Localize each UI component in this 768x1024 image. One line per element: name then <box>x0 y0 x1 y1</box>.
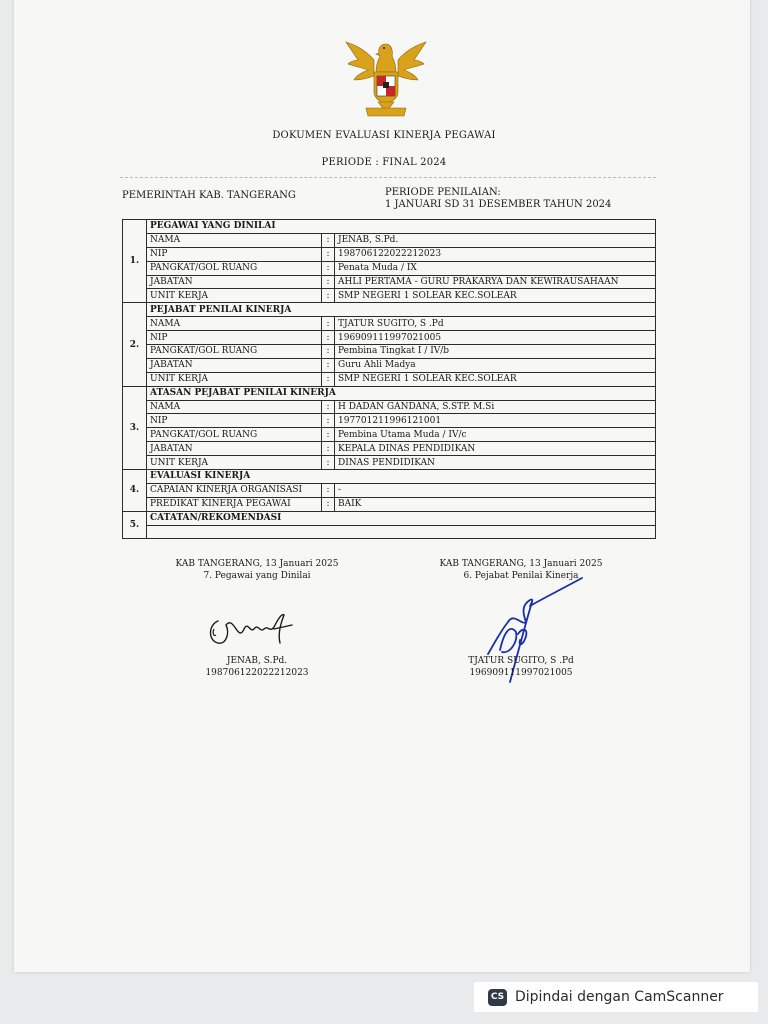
field-value: Pembina Utama Muda / IV/c <box>335 428 656 442</box>
field-value: Guru Ahli Madya <box>335 358 656 372</box>
signature-name-assessor <box>406 655 636 679</box>
field-label: NAMA <box>147 317 322 331</box>
notes-empty-row <box>123 525 656 539</box>
signature-role: 6. Pejabat Penilai Kinerja <box>463 571 579 581</box>
field-colon: : <box>322 414 335 428</box>
field-value: 196909111997021005 <box>335 331 656 345</box>
table-row <box>123 428 656 442</box>
field-colon: : <box>322 428 335 442</box>
field-value: TJATUR SUGITO, S .Pd <box>335 317 656 331</box>
field-label: PANGKAT/GOL RUANG <box>147 428 322 442</box>
table-row <box>123 247 656 261</box>
field-label: NIP <box>147 247 322 261</box>
field-label: PANGKAT/GOL RUANG <box>147 261 322 275</box>
field-value: KEPALA DINAS PENDIDIKAN <box>335 442 656 456</box>
field-value: 197701211996121001 <box>335 414 656 428</box>
field-value: Pembina Tingkat I / IV/b <box>335 345 656 359</box>
signature-nip: 198706122022212023 <box>205 668 309 678</box>
field-colon: : <box>322 456 335 470</box>
field-label: JABATAN <box>147 442 322 456</box>
section-number: 2. <box>123 303 147 386</box>
table-row <box>123 358 656 372</box>
field-value: Penata Muda / IX <box>335 261 656 275</box>
field-colon: : <box>322 497 335 511</box>
field-colon: : <box>322 372 335 386</box>
table-row <box>123 317 656 331</box>
field-colon: : <box>322 442 335 456</box>
field-label: UNIT KERJA <box>147 372 322 386</box>
camscanner-watermark <box>474 982 758 1012</box>
signature-name: TJATUR SUGITO, S .Pd <box>468 656 574 666</box>
section-header-row <box>123 386 656 400</box>
field-label: NAMA <box>147 233 322 247</box>
document-title: DOKUMEN EVALUASI KINERJA PEGAWAI <box>272 130 496 141</box>
field-value: BAIK <box>335 497 656 511</box>
signature-block-employee <box>142 558 372 582</box>
table-row <box>123 331 656 345</box>
assessment-period-label: PERIODE PENILAIAN: <box>385 187 501 198</box>
table-row <box>123 483 656 497</box>
table-row <box>123 497 656 511</box>
section-title: CATATAN/REKOMENDASI <box>147 511 656 525</box>
field-value: 198706122022212023 <box>335 247 656 261</box>
field-colon: : <box>322 275 335 289</box>
section-header-row <box>123 303 656 317</box>
section-title: EVALUASI KINERJA <box>147 470 656 484</box>
field-colon: : <box>322 358 335 372</box>
section-number: 3. <box>123 386 147 469</box>
table-row <box>123 414 656 428</box>
employee-signature <box>204 603 296 649</box>
table-row <box>123 400 656 414</box>
section-header-row <box>123 220 656 234</box>
field-label: CAPAIAN KINERJA ORGANISASI <box>147 483 322 497</box>
field-colon: : <box>322 483 335 497</box>
field-colon: : <box>322 289 335 303</box>
table-row <box>123 233 656 247</box>
section-title: ATASAN PEJABAT PENILAI KINERJA <box>147 386 656 400</box>
field-label: NIP <box>147 331 322 345</box>
field-label: JABATAN <box>147 275 322 289</box>
field-colon: : <box>322 317 335 331</box>
camscanner-logo-icon: CS <box>488 989 507 1006</box>
signature-name: JENAB, S.Pd. <box>226 656 288 666</box>
assessment-period-value: 1 JANUARI SD 31 DESEMBER TAHUN 2024 <box>385 199 612 210</box>
field-value: JENAB, S.Pd. <box>335 233 656 247</box>
section-number: 1. <box>123 220 147 303</box>
field-value: - <box>335 483 656 497</box>
camscanner-label: Dipindai dengan CamScanner <box>515 989 724 1005</box>
section-number: 4. <box>123 470 147 512</box>
signature-name-employee <box>142 655 372 679</box>
table-row <box>123 372 656 386</box>
section-number: 5. <box>123 511 147 539</box>
field-label: JABATAN <box>147 358 322 372</box>
field-value: SMP NEGERI 1 SOLEAR KEC.SOLEAR <box>335 289 656 303</box>
signature-nip: 196909111997021005 <box>469 668 573 678</box>
field-colon: : <box>322 247 335 261</box>
divider-line <box>120 177 656 178</box>
field-colon: : <box>322 233 335 247</box>
agency-name: PEMERINTAH KAB. TANGERANG <box>122 190 296 201</box>
table-row <box>123 289 656 303</box>
field-value: AHLI PERTAMA - GURU PRAKARYA DAN KEWIRAUSAHAAN <box>335 275 656 289</box>
field-value: SMP NEGERI 1 SOLEAR KEC.SOLEAR <box>335 372 656 386</box>
field-label: PANGKAT/GOL RUANG <box>147 345 322 359</box>
garuda-emblem-icon <box>344 38 428 120</box>
table-row <box>123 261 656 275</box>
notes-empty-cell <box>147 525 656 539</box>
field-colon: : <box>322 261 335 275</box>
field-label: NAMA <box>147 400 322 414</box>
field-colon: : <box>322 331 335 345</box>
evaluation-table <box>122 219 656 539</box>
signature-place-date: KAB TANGERANG, 13 Januari 2025 <box>175 559 339 569</box>
assessment-period <box>385 187 611 211</box>
table-row <box>123 456 656 470</box>
signature-place-date: KAB TANGERANG, 13 Januari 2025 <box>439 559 603 569</box>
table-row <box>123 345 656 359</box>
section-title: PEJABAT PENILAI KINERJA <box>147 303 656 317</box>
field-value: H DADAN GANDANA, S.STP. M.Si <box>335 400 656 414</box>
document-period: PERIODE : FINAL 2024 <box>321 157 447 168</box>
field-label: UNIT KERJA <box>147 289 322 303</box>
section-header-row <box>123 511 656 525</box>
field-label: UNIT KERJA <box>147 456 322 470</box>
field-colon: : <box>322 345 335 359</box>
signature-role: 7. Pegawai yang Dinilai <box>203 571 311 581</box>
field-colon: : <box>322 400 335 414</box>
table-row <box>123 275 656 289</box>
field-label: NIP <box>147 414 322 428</box>
section-title: PEGAWAI YANG DINILAI <box>147 220 656 234</box>
section-header-row <box>123 470 656 484</box>
field-label: PREDIKAT KINERJA PEGAWAI <box>147 497 322 511</box>
field-value: DINAS PENDIDIKAN <box>335 456 656 470</box>
table-row <box>123 442 656 456</box>
